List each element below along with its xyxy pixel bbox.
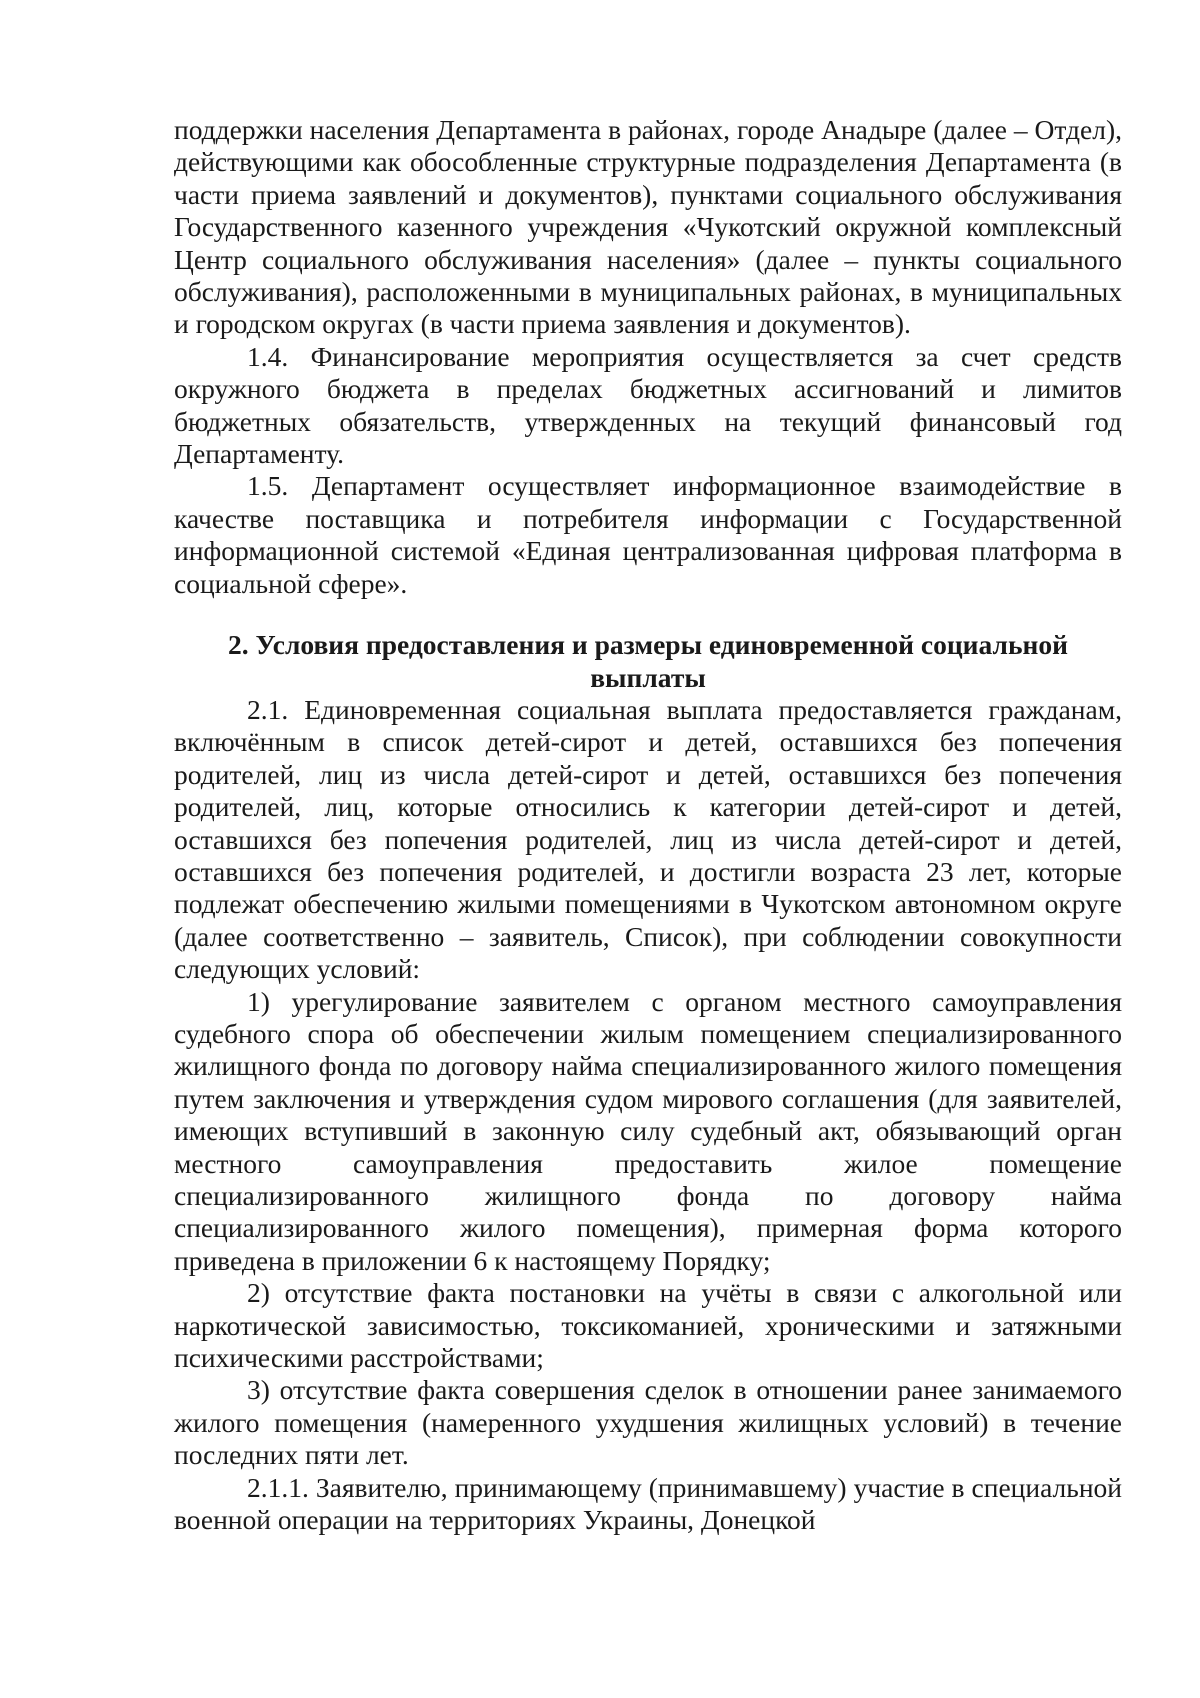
section-2-heading-line-1: 2. Условия предоставления и размеры единовременной социальной: [228, 629, 1068, 661]
document-page: [174, 114, 1122, 1536]
list-item-3: 3) отсутствие факта совершения сделок в отношении ранее занимаемого жилого помещения (намеренного ухудшения жилищных условий) в течение последних пяти лет.: [174, 1374, 1122, 1471]
list-item-2: 2) отсутствие факта постановки на учёты в связи с алкогольной или наркотической зависимостью, токсикоманией, хроническими и затяжными психическими расстройствами;: [174, 1277, 1122, 1374]
section-2-heading-line-2: выплаты: [590, 661, 706, 693]
section-2-heading: [174, 629, 1122, 694]
paragraph-2-1: 2.1. Единовременная социальная выплата предоставляется гражданам, включённым в список детей-сирот и детей, оставшихся без попечения родителей, лиц из числа детей-сирот и детей, оставшихся без попечения родителей, лиц, которые относились к категории детей-сирот и детей, оставшихся без попечения родителей, лиц из числа детей-сирот и детей, оставшихся без попечения родителей, и достигли возраста 23 лет, которые подлежат обеспечению жилыми помещениями в Чукотском автономном округе (далее соответственно – заявитель, Список), при соблюдении совокупности следующих условий:: [174, 693, 1122, 985]
paragraph-continuation: поддержки населения Департамента в районах, городе Анадыре (далее – Отдел), действующими как обособленные структурные подразделения Департамента (в части приема заявлений и документов), пунктами социального обслуживания Государственного казенного учреждения «Чукотский окружной комплексный Центр социального обслуживания населения» (далее – пункты социального обслуживания), расположенными в муниципальных районах, в муниципальных и городском округах (в части приема заявления и документов).: [174, 114, 1122, 340]
paragraph-2-1-1: 2.1.1. Заявителю, принимающему (принимавшему) участие в специальной военной операции на территориях Украины, Донецкой: [174, 1471, 1122, 1536]
paragraph-1-4: 1.4. Финансирование мероприятия осуществляется за счет средств окружного бюджета в пределах бюджетных ассигнований и лимитов бюджетных обязательств, утвержденных на текущий финансовый год Департаменту.: [174, 340, 1122, 470]
list-item-1: 1) урегулирование заявителем с органом местного самоуправления судебного спора об обеспечении жилым помещением специализированного жилищного фонда по договору найма специализированного жилого помещения путем заключения и утверждения судом мирового соглашения (для заявителей, имеющих вступивший в законную силу судебный акт, обязывающий орган местного самоуправления предоставить жилое помещение специализированного жилищного фонда по договору найма специализированного жилого помещения), примерная форма которого приведена в приложении 6 к настоящему Порядку;: [174, 985, 1122, 1276]
paragraph-1-5: 1.5. Департамент осуществляет информационное взаимодействие в качестве поставщика и потребителя информации с Государственной информационной системой «Единая централизованная цифровая платформа в социальной сфере».: [174, 470, 1122, 599]
